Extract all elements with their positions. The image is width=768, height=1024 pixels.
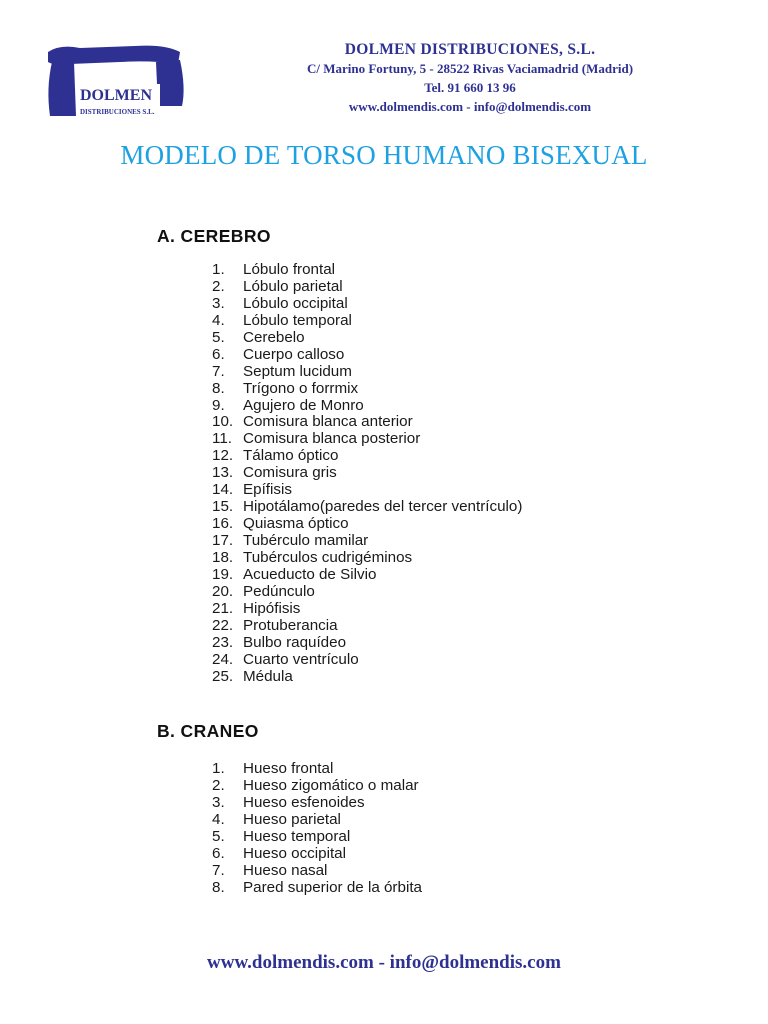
list-item-text: Hueso temporal [243,827,351,845]
list-item-number: 14. [212,481,234,499]
list-item-text: Trígono o forrmix [243,379,359,397]
logo-subtitle-text: DISTRIBUCIONES S.L. [80,108,155,116]
list-item-text: Comisura blanca posterior [243,430,421,448]
list-item [212,448,522,465]
list-item-number: 18. [212,548,234,566]
logo-brand-text: DOLMEN [80,87,152,104]
list-item-text: Hueso zigomático o malar [243,776,419,794]
list-item-number: 7. [212,861,225,879]
list-item-text: Hueso occipital [243,844,346,862]
list-item-number: 4. [212,810,225,828]
list-item [212,778,422,795]
list-item [212,414,522,431]
list-item-text: Protuberancia [243,616,338,634]
list-item-number: 5. [212,328,225,346]
list-item-text: Pared superior de la órbita [243,878,422,896]
list-item-text: Bulbo raquídeo [243,633,347,651]
list-item-number: 19. [212,565,234,583]
document-title: MODELO DE TORSO HUMANO BISEXUAL [120,140,648,170]
list-item [212,618,522,635]
cerebro-list [212,262,522,685]
list-item [212,364,522,381]
list-item-text: Lóbulo temporal [243,311,352,329]
list-item [212,465,522,482]
list-item [212,795,422,812]
craneo-list [212,761,422,897]
list-item [212,652,522,669]
list-item-number: 6. [212,345,225,363]
list-item-text: Cuarto ventrículo [243,650,359,668]
list-item-text: Hueso esfenoides [243,793,365,811]
list-item [212,812,422,829]
list-item [212,829,422,846]
company-header [230,40,710,116]
company-web-email: www.dolmendis.com - info@dolmendis.com [348,99,592,114]
list-item-text: Tubérculo mamilar [243,532,369,549]
list-item [212,669,522,686]
list-item-number: 15. [212,498,234,516]
list-item [212,398,522,415]
list-item-text: Lóbulo frontal [243,261,336,278]
list-item-number: 24. [212,650,234,668]
list-item [212,584,522,601]
list-item [212,533,522,550]
list-item-text: Septum lucidum [243,362,352,380]
list-item [212,296,522,313]
list-item-number: 3. [212,793,225,811]
list-item-text: Pedúnculo [243,582,315,600]
list-item-number: 4. [212,311,225,329]
list-item [212,347,522,364]
section-title-craneo: B. CRANEO [157,721,259,741]
list-item-text: Acueducto de Silvio [243,565,377,583]
list-item-number: 23. [212,633,234,651]
list-item-text: Cuerpo calloso [243,345,345,363]
footer-contact: www.dolmendis.com - info@dolmendis.com [207,952,561,973]
list-item [212,846,422,863]
list-item-number: 2. [212,277,225,295]
list-item [212,482,522,499]
company-address: C/ Marino Fortuny, 5 - 28522 Rivas Vaciamadrid (Madrid) [306,61,634,76]
list-item-text: Hueso nasal [243,861,328,879]
list-item-number: 2. [212,776,225,794]
list-item-text: Agujero de Monro [243,396,364,414]
list-item-number: 21. [212,599,234,617]
list-item-number: 3. [212,294,225,312]
list-item [212,262,522,279]
list-item [212,313,522,330]
list-item [212,279,522,296]
list-item-number: 9. [212,396,225,414]
list-item-number: 16. [212,515,234,533]
list-item [212,431,522,448]
list-item-number: 1. [212,261,225,278]
list-item-text: Hueso parietal [243,810,341,828]
list-item-text: Cerebelo [243,328,305,346]
list-item-text: Quiasma óptico [243,515,349,533]
list-item-number: 22. [212,616,234,634]
list-item [212,761,422,778]
list-item-number: 12. [212,447,234,465]
list-item [212,516,522,533]
list-item [212,880,422,897]
list-item-text: Tálamo óptico [243,447,339,465]
list-item-text: Comisura blanca anterior [243,413,413,431]
section-title-cerebro: A. CEREBRO [157,226,271,246]
list-item-number: 5. [212,827,225,845]
list-item [212,550,522,567]
list-item-text: Comisura gris [243,464,337,482]
list-item [212,330,522,347]
company-name: DOLMEN DISTRIBUCIONES, S.L. [344,41,596,58]
list-item-text: Hipófisis [243,599,301,617]
list-item-number: 10. [212,413,234,431]
list-item-number: 7. [212,362,225,380]
list-item-number: 25. [212,667,234,685]
list-item-number: 17. [212,532,234,549]
list-item-text: Médula [243,667,293,685]
list-item-number: 11. [212,430,232,448]
list-item-text: Hipotálamo(paredes del tercer ventrículo) [243,498,523,516]
list-item-number: 13. [212,464,234,482]
list-item-number: 1. [212,760,225,777]
list-item-text: Lóbulo parietal [243,277,343,295]
list-item [212,863,422,880]
company-phone: Tel. 91 660 13 96 [424,80,516,95]
list-item-number: 8. [212,878,225,896]
list-item [212,601,522,618]
dolmen-logo-icon [40,38,190,122]
list-item-text: Hueso frontal [243,760,334,777]
list-item-number: 8. [212,379,225,397]
list-item-number: 20. [212,582,234,600]
list-item-number: 6. [212,844,225,862]
list-item [212,567,522,584]
list-item [212,499,522,516]
list-item [212,635,522,652]
list-item-text: Epífisis [243,481,292,499]
company-logo [40,38,190,122]
list-item-text: Lóbulo occipital [243,294,348,312]
list-item-text: Tubérculos cudrigéminos [243,548,413,566]
list-item [212,381,522,398]
